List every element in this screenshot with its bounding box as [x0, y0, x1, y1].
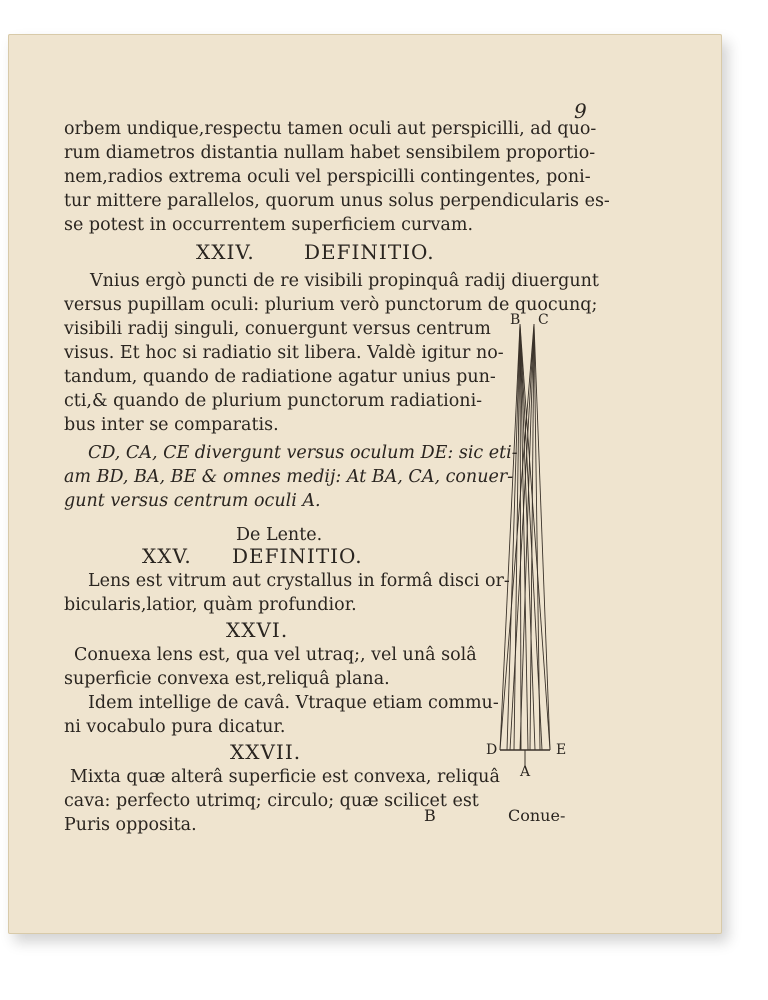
italic-note-line: am BD, BA, BE & omnes medij: At BA, CA, conuer- — [64, 467, 514, 487]
text-line: tur mittere parallelos, quorum unus solus perpendicularis es- — [64, 191, 610, 211]
text-line: cti,& quando de plurium punctorum radiationi- — [64, 391, 483, 411]
italic-note-line: gunt versus centrum oculi A. — [64, 491, 321, 511]
signature-mark: B — [424, 806, 436, 825]
text-line: versus pupillam oculi: plurium verò punctorum de quocunq; — [64, 295, 598, 315]
heading-numeral: XXVI. — [226, 618, 289, 642]
label-d: D — [486, 742, 498, 758]
ray-diagram-svg — [480, 312, 580, 782]
heading-numeral: XXVII. — [230, 740, 302, 764]
text-line: orbem undique,respectu tamen oculi aut perspicilli, ad quo- — [64, 119, 597, 139]
text-line: Conuexa lens est, qua vel utraq;, vel unâ solâ — [74, 645, 477, 665]
section-title: De Lente. — [236, 525, 323, 545]
catchword: Conue- — [508, 806, 566, 825]
text-line: rum diametros distantia nullam habet sensibilem proportio- — [64, 143, 596, 163]
text-line: nem,radios extrema oculi vel perspicilli contingentes, poni- — [64, 167, 591, 187]
heading-definitio: DEFINITIO. — [304, 240, 435, 264]
text-line: bus inter se comparatis. — [64, 415, 279, 435]
heading-numeral: XXIV. — [196, 240, 255, 264]
page-number: 9 — [574, 99, 587, 123]
text-line: superficie convexa est,reliquâ plana. — [64, 669, 390, 689]
text-line: tandum, quando de radiatione agatur unius pun- — [64, 367, 496, 387]
text-line: visibili radij singuli, conuergunt versus centrum — [64, 319, 491, 339]
text-line: visus. Et hoc si radiatio sit libera. Valdè igitur no- — [64, 343, 504, 363]
text-line: se potest in occurrentem superficiem curvam. — [64, 215, 474, 235]
heading-definitio: DEFINITIO. — [232, 544, 363, 568]
label-a: A — [520, 764, 531, 780]
heading-numeral: XXV. — [142, 544, 192, 568]
text-line: ni vocabulo pura dicatur. — [64, 717, 286, 737]
text-line: cava: perfecto utrimq; circulo; quæ scilicet est — [64, 791, 479, 811]
text-line: Puris opposita. — [64, 815, 197, 835]
label-b: B — [510, 312, 521, 328]
label-c: C — [538, 312, 549, 328]
text-line: Idem intellige de cavâ. Vtraque etiam commu- — [88, 693, 499, 713]
italic-note-line: CD, CA, CE divergunt versus oculum DE: sic eti- — [88, 443, 518, 463]
label-e: E — [556, 742, 567, 758]
text-line: Lens est vitrum aut crystallus in formâ disci or- — [88, 571, 510, 591]
text-line: Vnius ergò puncti de re visibili propinquâ radij diuergunt — [90, 271, 599, 291]
text-line: Mixta quæ alterâ superficie est convexa, reliquâ — [70, 767, 500, 787]
ray-diagram — [480, 312, 580, 782]
text-line: bicularis,latior, quàm profundior. — [64, 595, 357, 615]
